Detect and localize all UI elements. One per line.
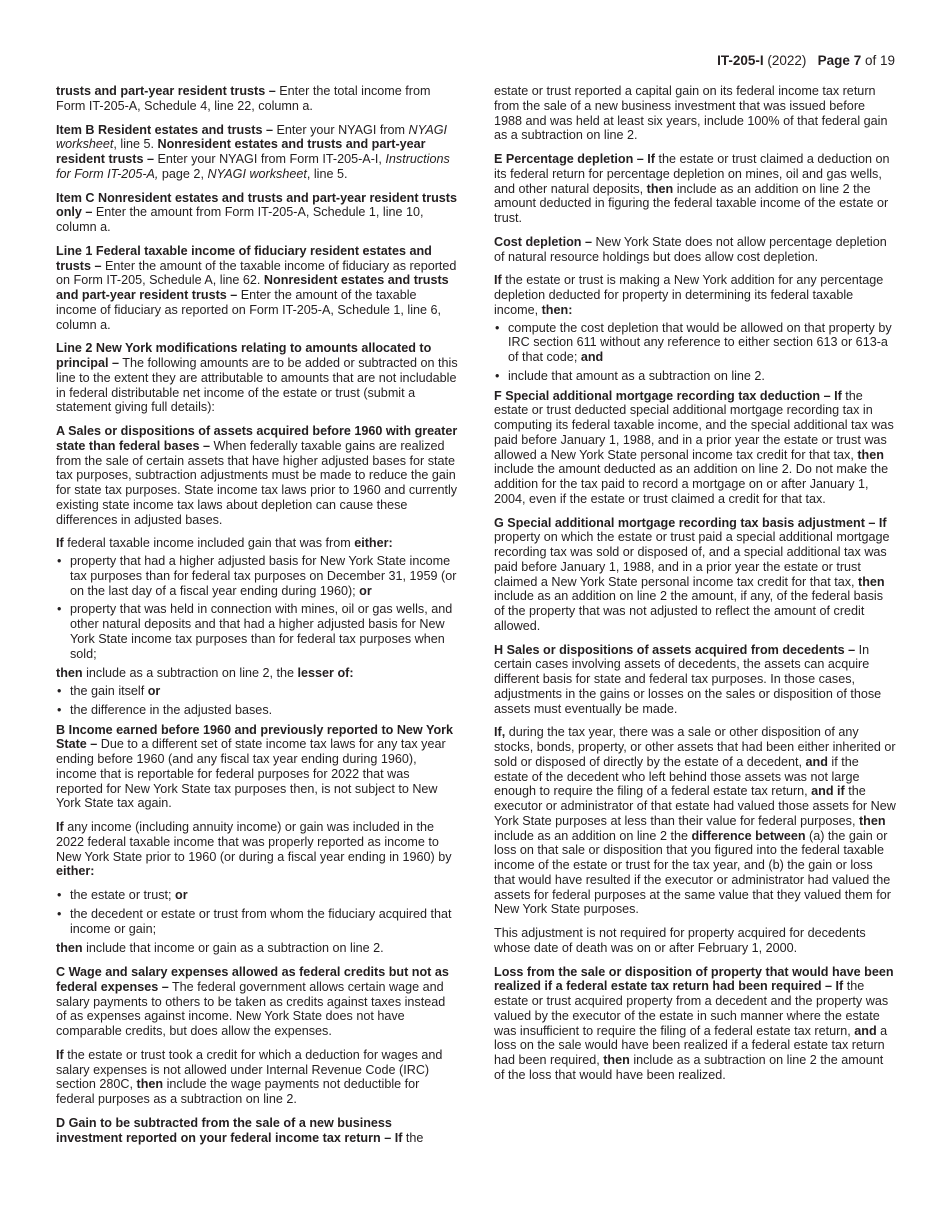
section-h-if: If, during the tax year, there was a sale or other disposition of any stocks, bonds, property, or other assets that had been either inherited or sold or disposed of directly by the estate of a decedent, and if the estate of the decedent who left behind those assets was not large enough to require the filing of a federal estate tax return, and if the executor or administrator of that estate had valued those assets for New York State purposes at less than their value for federal purposes, then include as an addition on line 2 the difference between (a) the gain or loss on that sale or disposition that you figured into the federal taxable income of the estate or trust for the tax year, and (b) the gain or loss that would have resulted if the executor or administrator had valued the assets for federal purposes at the same value that they valued them for New York State purposes. xyxy=(494,725,896,917)
loss-paragraph: Loss from the sale or disposition of property that would have been realized if a federal estate tax return had been required – If the estate or trust acquired property from a decedent and the property was valued by the executor of the estate in such manner where the estate was insufficient to require the filing of a federal estate tax return, and a loss on the sale would have been realized if a federal estate tax return had been required, then include as a subtraction on line 2 the amount of the loss that would have been realized. xyxy=(494,964,894,1082)
section-h-paragraph: H Sales or dispositions of assets acquired from decedents – In certain cases involving assets of decedents, the assets can acquire different basis for state and federal tax purposes. In those cases, adjustments in the gains or losses on the sales or disposition of those assets must eventually be made. xyxy=(494,642,882,716)
form-year: (2022) xyxy=(767,53,807,68)
trusts-part-year-paragraph: trusts and part-year resident trusts – Enter the total income from Form IT-205-A, Schedule 4, line 22, column a. xyxy=(56,84,431,113)
line-2-paragraph: Line 2 New York modifications relating to amounts allocated to principal – The following amounts are to be added or subtracted on this line to the extent they are attributable to amounts that are not includable in federal distributable net income of the estate or trust (submit a statement giving full details): xyxy=(56,341,458,415)
section-b-then: then include that income or gain as a subtraction on line 2. xyxy=(56,941,384,956)
item-b-paragraph: Item B Resident estates and trusts – Enter your NYAGI from NYAGI worksheet, line 5. Nonresident estates and trusts and part-year resident trusts – Enter your NYAGI from Form IT-205-A-I, Instructions for Form IT-205-A, page 2, NYAGI worksheet, line 5. xyxy=(56,122,450,181)
cost-depletion-paragraph: Cost depletion – New York State does not allow percentage depletion of natural resource holdings but does allow cost depletion. xyxy=(494,234,887,264)
list-item: • include that amount as a subtraction on line 2. xyxy=(494,369,896,384)
right-column xyxy=(494,84,896,1092)
list-item: • property that was held in connection with mines, oil or gas wells, and other natural deposits and that had a higher adjusted basis for New York State income tax purposes than for federal tax purposes when sold; xyxy=(56,602,458,661)
cost-depletion-if: If the estate or trust is making a New York addition for any percentage depletion deducted for property in determining its federal taxable income, then: xyxy=(494,273,884,317)
section-d-paragraph: D Gain to be subtracted from the sale of a new business investment reported on your federal income tax return – If the xyxy=(56,1115,424,1145)
section-a-paragraph: A Sales or dispositions of assets acquired before 1960 with greater state than federal bases – When federally taxable gains are realized from the sale of certain assets that have higher adjusted bases for state tax purposes, subtraction adjustments must be made to reduce the gain for state tax purposes. State income tax laws prior to 1960 and currently existing state income tax laws about depletion can cause these differences in adjusted bases. xyxy=(56,424,458,527)
list-item: • the decedent or estate or trust from whom the fiduciary acquired that income or gain; xyxy=(56,907,458,937)
section-h-adjustment-note: This adjustment is not required for property acquired for decedents whose date of death was on or after February 1, 2000. xyxy=(494,926,866,955)
list-item: • the gain itself or xyxy=(56,684,458,699)
section-a-lesser-list xyxy=(56,684,458,718)
page-header xyxy=(717,52,895,70)
section-c-if: If the estate or trust took a credit for which a deduction for wages and salary expenses is not allowed under Internal Revenue Code (IRC) section 280C, then include the wage payments not deductible for federal purposes as a subtraction on line 2. xyxy=(56,1047,443,1106)
section-d-continued: estate or trust reported a capital gain on its federal income tax return from the sale of a new business investment that was issued before 1988 and was held at least six years, include 100% of that federal gain as a subtraction on line 2. xyxy=(494,84,888,143)
section-a-if: If federal taxable income included gain that was from either: xyxy=(56,536,393,551)
section-b-if: If any income (including annuity income) or gain was included in the 2022 federal taxable income that was properly reported as income to New York State prior to 1960 (or during a fiscal year ending in 1960) by either: xyxy=(56,820,452,879)
page-label: Page 7 xyxy=(817,53,862,68)
section-e-paragraph: E Percentage depletion – If the estate or trust claimed a deduction on its federal return for percentage depletion on mines, oil and gas wells, and other natural deposits, then include as an addition on line 2 the amount deducted in figuring the federal taxable income of the estate or trust. xyxy=(494,152,890,225)
section-f-paragraph: F Special additional mortgage recording tax deduction – If the estate or trust deducted special additional mortgage recording tax in computing its federal taxable income, and the special additional tax was paid before January 1, 1988, and in a prior year the estate or trust was allowed a New York State personal income tax credit for that tax, then include the amount deducted as an addition on line 2. Do not make the addition for the tax paid to record a mortgage on or after January 1, 2004, even if the estate or trust claimed a credit for that tax. xyxy=(494,388,894,506)
list-item: • compute the cost depletion that would be allowed on that property by IRC section 611 without any reference to either section 613 or 613-a of that code; and xyxy=(494,321,896,365)
list-item: • property that had a higher adjusted basis for New York State income tax purposes than for federal tax purposes on December 31, 1959 (or on the last day of a fiscal year ending during 1960); or xyxy=(56,554,458,598)
section-a-list xyxy=(56,554,458,661)
left-column xyxy=(56,84,458,1154)
section-g-paragraph: G Special additional mortgage recording tax basis adjustment – If property on which the estate or trust paid a special additional mortgage recording tax was sold or disposed of, and a special additional tax was paid before January 1, 1988, and in a prior year the estate or trust claimed a New York State personal income tax credit for that tax, then include as an addition on line 2 the amount, if any, of the federal basis of the property that was not adjusted to reflect the amount of credit allowed. xyxy=(494,515,890,633)
section-b-list xyxy=(56,888,458,936)
section-b-paragraph: B Income earned before 1960 and previously reported to New York State – Due to a different set of state income tax laws for any tax year ending before 1960 (and any fiscal tax year ending during 1960), income that is reportable for federal purposes for 2022 that was reported for New York State tax purposes then, is not subject to New York State tax again. xyxy=(56,722,454,811)
line-1-paragraph: Line 1 Federal taxable income of fiduciary resident estates and trusts – Enter the amount of the taxable income of fiduciary as reported on Form IT-205, Schedule A, line 62. Nonresident estates and trusts and part-year resident trusts – Enter the amount of the taxable income of fiduciary as reported on Form IT-205-A, Schedule 1, line 6, column a. xyxy=(56,243,457,332)
section-c-paragraph: C Wage and salary expenses allowed as federal credits but not as federal expenses – The federal government allows certain wage and salary payments to others to be taken as credits against taxes instead of as expenses against income. New York State does not have comparable credits, but does allow the expenses. xyxy=(56,965,449,1038)
list-item: • the estate or trust; or xyxy=(56,888,458,903)
section-a-then: then include as a subtraction on line 2, the lesser of: xyxy=(56,666,354,681)
form-number: IT-205-I xyxy=(717,53,764,68)
list-item: • the difference in the adjusted bases. xyxy=(56,703,458,718)
cost-depletion-list xyxy=(494,321,896,384)
item-c-paragraph: Item C Nonresident estates and trusts and part-year resident trusts only – Enter the amount from Form IT-205-A, Schedule 1, line 10, column a. xyxy=(56,190,458,234)
page-total: of 19 xyxy=(864,53,895,68)
